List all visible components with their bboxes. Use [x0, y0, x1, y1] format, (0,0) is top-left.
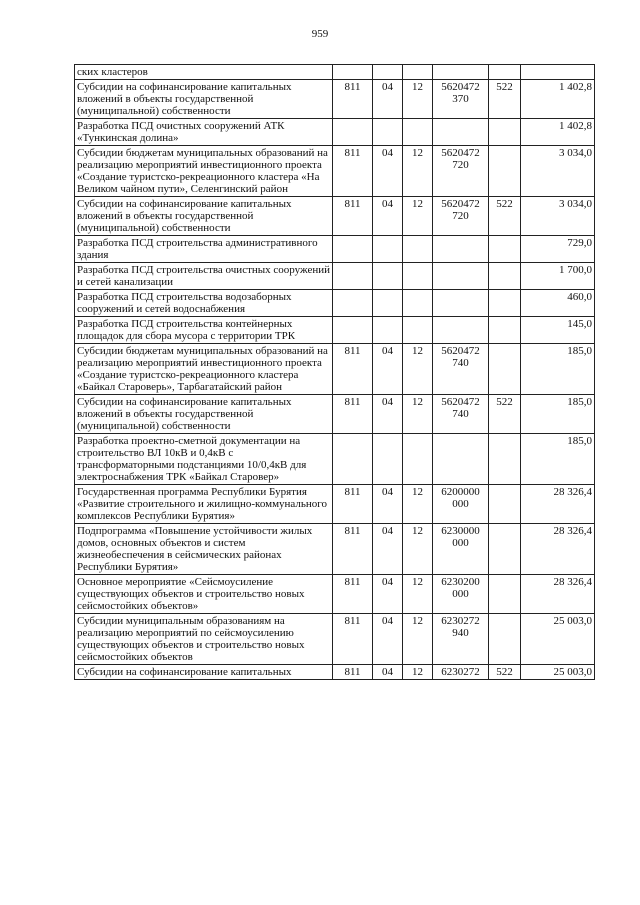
- table-row: [75, 146, 595, 197]
- row-subsection-code: [403, 434, 433, 485]
- row-subsection-code: 12: [403, 665, 433, 680]
- row-subsection-code: [403, 290, 433, 317]
- row-name: Разработка ПСД строительства контейнерных площадок для сбора мусора с территории ТРК: [75, 317, 333, 344]
- row-amount: 3 034,0: [521, 197, 595, 236]
- row-amount: 460,0: [521, 290, 595, 317]
- table-row: [75, 524, 595, 575]
- page-number: 959: [311, 28, 329, 40]
- row-amount: 25 003,0: [521, 665, 595, 680]
- row-subsection-code: 12: [403, 524, 433, 575]
- row-name: Разработка ПСД строительства водозаборных сооружений и сетей водоснабжения: [75, 290, 333, 317]
- row-amount: 3 034,0: [521, 146, 595, 197]
- row-subsection-code: [403, 236, 433, 263]
- row-section-code: 04: [373, 575, 403, 614]
- row-name: Разработка ПСД строительства очистных сооружений и сетей канализации: [75, 263, 333, 290]
- row-target-code: 6230272: [433, 665, 489, 680]
- row-target-code: [433, 65, 489, 80]
- row-admin-code: [333, 434, 373, 485]
- row-expense-type: [489, 485, 521, 524]
- row-target-code: 5620472 720: [433, 146, 489, 197]
- row-admin-code: 811: [333, 665, 373, 680]
- row-section-code: 04: [373, 146, 403, 197]
- row-target-code: [433, 434, 489, 485]
- row-name: Разработка ПСД очистных сооружений АТК «Тункинская долина»: [75, 119, 333, 146]
- row-target-code: [433, 263, 489, 290]
- row-admin-code: 811: [333, 524, 373, 575]
- row-expense-type: [489, 263, 521, 290]
- row-expense-type: [489, 119, 521, 146]
- row-admin-code: 811: [333, 80, 373, 119]
- row-expense-type: 522: [489, 197, 521, 236]
- row-admin-code: [333, 119, 373, 146]
- row-name: Субсидии на софинансирование капитальных: [75, 665, 333, 680]
- row-amount: 25 003,0: [521, 614, 595, 665]
- row-expense-type: [489, 236, 521, 263]
- row-amount: 185,0: [521, 395, 595, 434]
- row-target-code: 5620472 740: [433, 344, 489, 395]
- row-expense-type: [489, 290, 521, 317]
- table-row: [75, 485, 595, 524]
- row-admin-code: 811: [333, 197, 373, 236]
- row-target-code: [433, 317, 489, 344]
- row-section-code: 04: [373, 614, 403, 665]
- row-section-code: 04: [373, 80, 403, 119]
- row-subsection-code: [403, 317, 433, 344]
- row-name: Субсидии на софинансирование капитальных вложений в объекты государственной (муниципальной) собственности: [75, 197, 333, 236]
- row-name: Субсидии бюджетам муниципальных образований на реализацию мероприятий инвестиционного проекта «Создание туристско-рекреационного кластера «На Великом чайном пути», Селенгинский район: [75, 146, 333, 197]
- row-admin-code: [333, 290, 373, 317]
- row-target-code: 6230000 000: [433, 524, 489, 575]
- row-expense-type: [489, 524, 521, 575]
- row-amount: 185,0: [521, 344, 595, 395]
- table-row: [75, 665, 595, 680]
- row-subsection-code: 12: [403, 197, 433, 236]
- row-target-code: 6200000 000: [433, 485, 489, 524]
- budget-table-body: [75, 65, 595, 680]
- row-expense-type: [489, 614, 521, 665]
- table-row: [75, 395, 595, 434]
- row-name: Государственная программа Республики Бурятия «Развитие строительного и жилищно-коммунального комплексов Республики Бурятия»: [75, 485, 333, 524]
- row-name: Основное мероприятие «Сейсмоусиление существующих объектов и строительство новых сейсмостойких объектов»: [75, 575, 333, 614]
- row-expense-type: [489, 434, 521, 485]
- row-amount: 1 700,0: [521, 263, 595, 290]
- row-admin-code: 811: [333, 146, 373, 197]
- row-target-code: [433, 236, 489, 263]
- row-amount: 1 402,8: [521, 119, 595, 146]
- row-target-code: 5620472 370: [433, 80, 489, 119]
- row-subsection-code: [403, 263, 433, 290]
- row-section-code: [373, 434, 403, 485]
- table-row: [75, 236, 595, 263]
- row-name: Подпрограмма «Повышение устойчивости жилых домов, основных объектов и систем жизнеобеспечения в сейсмических районах Республики Бурятия»: [75, 524, 333, 575]
- row-section-code: [373, 290, 403, 317]
- row-name: Субсидии на софинансирование капитальных вложений в объекты государственной (муниципальной) собственности: [75, 80, 333, 119]
- row-section-code: [373, 263, 403, 290]
- row-name: Разработка ПСД строительства административного здания: [75, 236, 333, 263]
- row-subsection-code: 12: [403, 395, 433, 434]
- row-admin-code: [333, 65, 373, 80]
- budget-table: [74, 64, 595, 680]
- row-expense-type: 522: [489, 665, 521, 680]
- row-expense-type: 522: [489, 395, 521, 434]
- row-subsection-code: 12: [403, 344, 433, 395]
- table-row: [75, 197, 595, 236]
- row-amount: 28 326,4: [521, 575, 595, 614]
- row-expense-type: [489, 317, 521, 344]
- row-subsection-code: [403, 65, 433, 80]
- table-row: [75, 290, 595, 317]
- row-section-code: [373, 65, 403, 80]
- row-target-code: [433, 290, 489, 317]
- row-name: Субсидии муниципальным образованиям на реализацию мероприятий по сейсмоусилению существующих объектов и строительство новых сейсмостойких объектов: [75, 614, 333, 665]
- row-section-code: 04: [373, 665, 403, 680]
- row-section-code: 04: [373, 344, 403, 395]
- row-subsection-code: 12: [403, 614, 433, 665]
- row-name: Разработка проектно-сметной документации на строительство ВЛ 10кВ и 0,4кВ с трансформаторными подстанциями 10/0,4кВ для электроснабжения ТРК «Байкал Старовер»: [75, 434, 333, 485]
- table-row: [75, 119, 595, 146]
- row-amount: 729,0: [521, 236, 595, 263]
- row-amount: 185,0: [521, 434, 595, 485]
- row-amount: 1 402,8: [521, 80, 595, 119]
- row-admin-code: 811: [333, 395, 373, 434]
- row-name: ских кластеров: [75, 65, 333, 80]
- row-subsection-code: 12: [403, 575, 433, 614]
- row-admin-code: 811: [333, 344, 373, 395]
- row-expense-type: [489, 344, 521, 395]
- row-amount: 145,0: [521, 317, 595, 344]
- row-section-code: 04: [373, 197, 403, 236]
- row-expense-type: 522: [489, 80, 521, 119]
- table-row: [75, 317, 595, 344]
- row-target-code: 6230272 940: [433, 614, 489, 665]
- row-subsection-code: [403, 119, 433, 146]
- row-section-code: [373, 119, 403, 146]
- row-target-code: 5620472 720: [433, 197, 489, 236]
- table-row: [75, 65, 595, 80]
- row-section-code: [373, 317, 403, 344]
- row-name: Субсидии на софинансирование капитальных вложений в объекты государственной (муниципальной) собственности: [75, 395, 333, 434]
- row-expense-type: [489, 146, 521, 197]
- row-amount: 28 326,4: [521, 524, 595, 575]
- row-admin-code: [333, 236, 373, 263]
- row-subsection-code: 12: [403, 485, 433, 524]
- row-target-code: 5620472 740: [433, 395, 489, 434]
- row-section-code: 04: [373, 524, 403, 575]
- row-section-code: 04: [373, 485, 403, 524]
- row-amount: 28 326,4: [521, 485, 595, 524]
- row-section-code: [373, 236, 403, 263]
- table-row: [75, 344, 595, 395]
- row-admin-code: 811: [333, 614, 373, 665]
- row-admin-code: 811: [333, 485, 373, 524]
- row-admin-code: [333, 317, 373, 344]
- row-admin-code: [333, 263, 373, 290]
- table-row: [75, 263, 595, 290]
- row-name: Субсидии бюджетам муниципальных образований на реализацию мероприятий инвестиционного проекта «Создание туристско-рекреационного кластера «Байкал Староверь», Тарбагатайский район: [75, 344, 333, 395]
- row-expense-type: [489, 575, 521, 614]
- row-amount: [521, 65, 595, 80]
- row-subsection-code: 12: [403, 146, 433, 197]
- row-target-code: [433, 119, 489, 146]
- row-subsection-code: 12: [403, 80, 433, 119]
- row-target-code: 6230200 000: [433, 575, 489, 614]
- table-row: [75, 575, 595, 614]
- row-expense-type: [489, 65, 521, 80]
- table-row: [75, 80, 595, 119]
- row-admin-code: 811: [333, 575, 373, 614]
- table-row: [75, 614, 595, 665]
- table-row: [75, 434, 595, 485]
- row-section-code: 04: [373, 395, 403, 434]
